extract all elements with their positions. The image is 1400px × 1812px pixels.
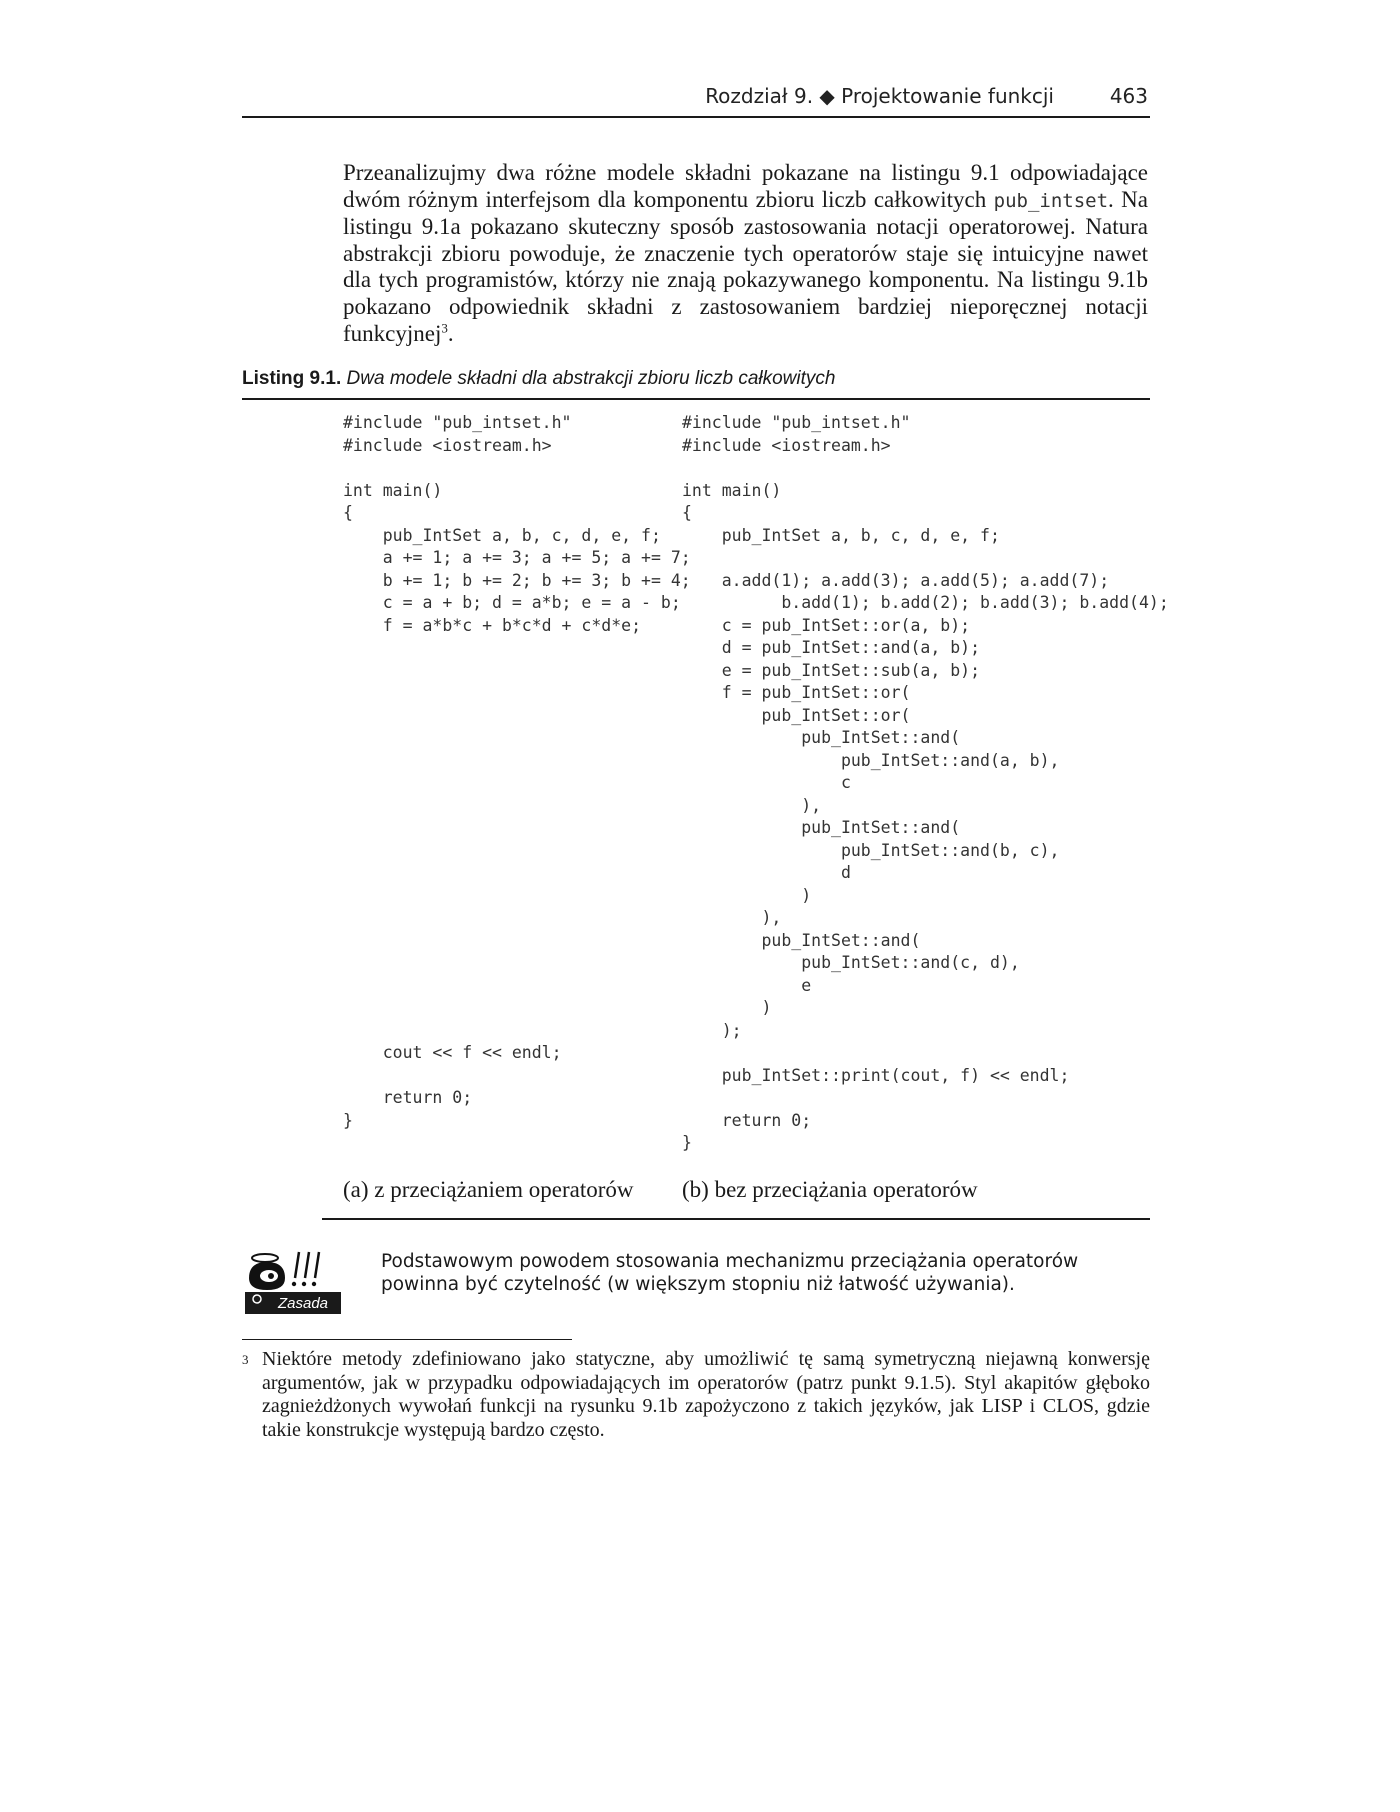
footnote-mark: 3	[242, 1352, 249, 1367]
code-listing-b: #include "pub_intset.h" #include <iostream.h> int main() { pub_IntSet a, b, c, d, e, f; a.add(1); a.add(3); a.add(5); a.add(7); b.add(1); b.add(2); b.add(3); b.add(4); c = pub_IntSet::or(a, b); d = pub_IntSet::and(a, b); e = pub_IntSet::sub(a, b); f = pub_IntSet::or( pub_IntSet::or( pub_IntSet::and( pub_IntSet::and(a, b), c ), pub_IntSet::and( pub_IntSet::and(b, c), d ) ), pub_IntSet::and( pub_IntSet::and(c, d), e ) ); pub_IntSet::print(cout, f) << endl; return 0; }	[682, 413, 1169, 1152]
rule-icon	[245, 1248, 341, 1314]
listing-bottom-rule	[322, 1218, 1150, 1220]
rule-text: Podstawowym powodem stosowania mechanizmu przeciążania operatorów powinna być czytelność (w większym stopniu niż łatwość używania).	[381, 1251, 1079, 1295]
page-number: 463	[1109, 84, 1148, 108]
inline-code-term: pub_intset	[993, 189, 1109, 212]
body-paragraph	[343, 160, 1148, 347]
paragraph-end: .	[447, 320, 454, 346]
paragraph-text: Przeanalizujmy dwa różne modele składni pokazane na listingu 9.1 odpowiadające dwóm różnym interfejsom dla komponentu zbioru liczb całkowitych	[343, 160, 1148, 212]
listing-label: Listing 9.1.	[242, 368, 342, 389]
listing-caption	[242, 368, 1150, 400]
rule-icon-label: Zasada	[277, 1295, 329, 1312]
footnote-separator	[242, 1339, 572, 1340]
footnote-reference[interactable]: 3	[441, 319, 448, 335]
caption-a: (a) z przeciążaniem operatorów	[343, 1177, 634, 1202]
running-header	[242, 82, 1150, 118]
listing-title: Dwa modele składni dla abstrakcji zbioru liczb całkowitych	[346, 368, 836, 389]
code-listing-a: #include "pub_intset.h" #include <iostream.h> int main() { pub_IntSet a, b, c, d, e, f; a += 1; a += 3; a += 5; a += 7; b += 1; b += 2; b += 3; b += 4; c = a + b; d = a*b; e = a - b; f = a*b*c + b*c*d + c*d*e; cout << f << endl; return 0; }	[343, 413, 691, 1130]
footnote	[242, 1348, 1150, 1442]
footnote-text: Niektóre metody zdefiniowano jako statyczne, aby umożliwić tę samą symetryczną niejawną konwersję argumentów, jak w przypadku odpowiadających im operatorów (patrz punkt 9.1.5). Styl akapitów głęboko zagnieżdżonych wywołań funkcji na rysunku 9.1b zapożyczono z takich języków, jak LISP i CLOS, gdzie takie konstrukcje występują bardzo często.	[262, 1348, 1150, 1441]
chapter-title: Rozdział 9. ◆ Projektowanie funkcji	[705, 84, 1054, 108]
caption-b: (b) bez przeciążania operatorów	[682, 1177, 978, 1202]
paragraph-text-continued: . Na listingu 9.1a pokazano skuteczny sposób zastosowania notacji operatorowej. Natura abstrakcji zbioru powoduje, że znaczenie tych operatorów staje się intuicyjne nawet dla tych programistów, którzy nie znają pokazywanego komponentu. Na listingu 9.1b pokazano odpowiednik składni z zastosowaniem bardziej nieporęcznej notacji funkcyjnej	[343, 186, 1148, 346]
